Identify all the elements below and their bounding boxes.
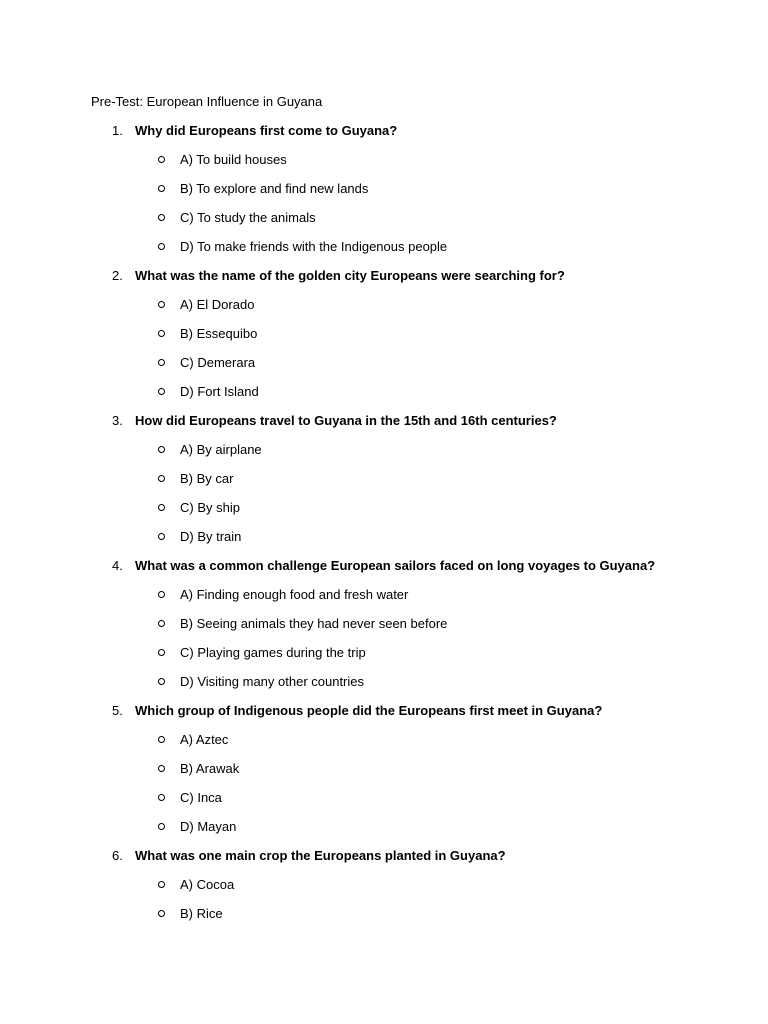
question-item [0,412,768,557]
question-line [0,702,768,731]
question-number: 2. [112,268,123,283]
option-item [0,760,768,789]
question-number: 5. [112,703,123,718]
option-item [0,789,768,818]
question-number: 3. [112,413,123,428]
option-item [0,499,768,528]
option-item [0,470,768,499]
hollow-circle-bullet-icon [158,910,165,917]
option-item [0,383,768,412]
question-text: What was a common challenge European sailors faced on long voyages to Guyana? [135,558,656,573]
hollow-circle-bullet-icon [158,388,165,395]
hollow-circle-bullet-icon [158,736,165,743]
option-item [0,441,768,470]
hollow-circle-bullet-icon [158,591,165,598]
document-title: Pre-Test: European Influence in Guyana [91,94,323,109]
question-text: Why did Europeans first come to Guyana? [135,123,398,138]
question-text: How did Europeans travel to Guyana in the 15th and 16th centuries? [135,413,557,428]
option-text: D) Mayan [180,819,237,834]
hollow-circle-bullet-icon [158,823,165,830]
option-text: B) Arawak [180,761,240,776]
option-list [0,441,768,557]
hollow-circle-bullet-icon [158,185,165,192]
hollow-circle-bullet-icon [158,881,165,888]
option-text: D) By train [180,529,242,544]
hollow-circle-bullet-icon [158,678,165,685]
option-text: A) To build houses [180,152,287,167]
question-line [0,122,768,151]
hollow-circle-bullet-icon [158,301,165,308]
question-number: 1. [112,123,123,138]
question-item [0,702,768,847]
question-line [0,412,768,441]
question-item [0,122,768,267]
option-text: B) By car [180,471,234,486]
option-text: A) Finding enough food and fresh water [180,587,409,602]
hollow-circle-bullet-icon [158,446,165,453]
hollow-circle-bullet-icon [158,359,165,366]
option-list [0,586,768,702]
question-item [0,557,768,702]
question-line [0,557,768,586]
option-item [0,731,768,760]
hollow-circle-bullet-icon [158,794,165,801]
option-text: C) Inca [180,790,222,805]
option-text: C) To study the animals [180,210,316,225]
hollow-circle-bullet-icon [158,214,165,221]
question-text: What was the name of the golden city Europeans were searching for? [135,268,565,283]
option-item [0,151,768,180]
option-item [0,209,768,238]
option-text: A) By airplane [180,442,262,457]
question-text: What was one main crop the Europeans planted in Guyana? [135,848,506,863]
option-list [0,151,768,267]
option-item [0,818,768,847]
option-item [0,586,768,615]
option-text: A) Cocoa [180,877,235,892]
option-text: B) To explore and find new lands [180,181,369,196]
question-line [0,267,768,296]
question-list [0,122,768,934]
option-text: D) Fort Island [180,384,259,399]
hollow-circle-bullet-icon [158,620,165,627]
hollow-circle-bullet-icon [158,765,165,772]
option-text: A) Aztec [180,732,229,747]
option-text: C) Playing games during the trip [180,645,366,660]
question-text: Which group of Indigenous people did the Europeans first meet in Guyana? [135,703,603,718]
hollow-circle-bullet-icon [158,243,165,250]
hollow-circle-bullet-icon [158,533,165,540]
question-number: 4. [112,558,123,573]
option-item [0,615,768,644]
option-text: D) To make friends with the Indigenous people [180,239,448,254]
option-item [0,325,768,354]
question-line [0,847,768,876]
option-list [0,296,768,412]
option-item [0,673,768,702]
option-text: A) El Dorado [180,297,255,312]
option-text: B) Seeing animals they had never seen before [180,616,448,631]
option-text: B) Essequibo [180,326,258,341]
hollow-circle-bullet-icon [158,475,165,482]
question-number: 6. [112,848,123,863]
option-item [0,354,768,383]
option-item [0,180,768,209]
option-text: B) Rice [180,906,223,921]
option-item [0,296,768,325]
option-item [0,238,768,267]
option-item [0,528,768,557]
option-text: C) Demerara [180,355,256,370]
hollow-circle-bullet-icon [158,156,165,163]
option-list [0,876,768,934]
question-item [0,267,768,412]
option-text: D) Visiting many other countries [180,674,365,689]
option-item [0,644,768,673]
option-item [0,876,768,905]
hollow-circle-bullet-icon [158,504,165,511]
option-text: C) By ship [180,500,240,515]
hollow-circle-bullet-icon [158,330,165,337]
option-item [0,905,768,934]
hollow-circle-bullet-icon [158,649,165,656]
question-item [0,847,768,934]
option-list [0,731,768,847]
